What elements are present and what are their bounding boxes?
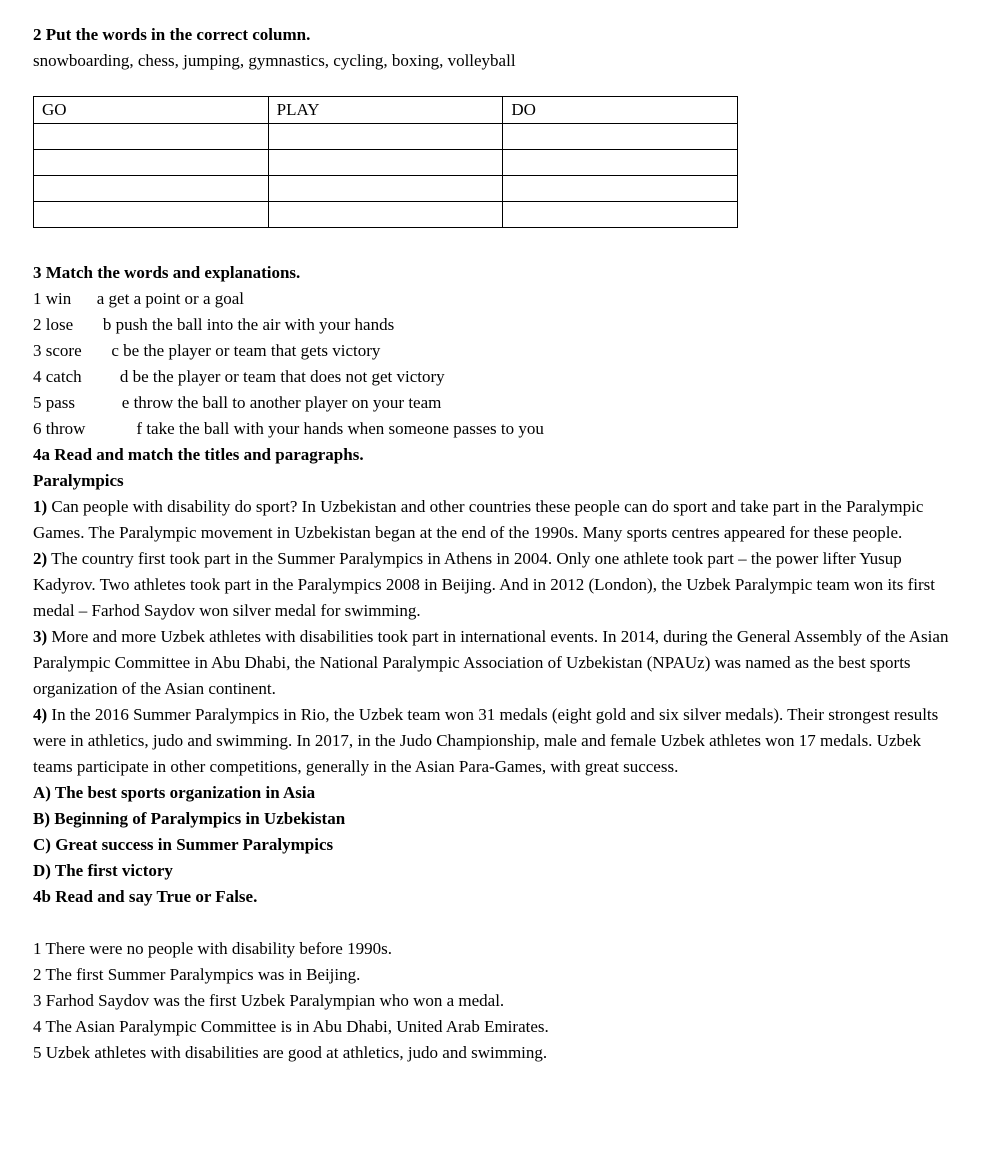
paragraph — [33, 702, 955, 780]
table-cell — [34, 150, 269, 176]
paragraph-number: 3) — [33, 627, 48, 646]
reading-title: Paralympics — [33, 471, 124, 490]
table-row — [34, 202, 738, 228]
exercise4b-heading: 4b Read and say True or False. — [33, 887, 258, 906]
table-cell — [503, 124, 738, 150]
paragraph-text: In the 2016 Summer Paralympics in Rio, the Uzbek team won 31 medals (eight gold and six silver medals). Their strongest results were in athletics, judo and swimming. In 2017, in the Judo Championship, male and female Uzbek athletes won 17 medals. Uzbek teams participate in other competitions, generally in the Asian Para-Games, with great success. — [33, 705, 939, 776]
match-pair: 6 throw f take the ball with your hands when someone passes to you — [33, 419, 544, 438]
table-header-do: DO — [503, 97, 738, 124]
table-cell — [34, 176, 269, 202]
exercise4a-heading: 4a Read and match the titles and paragraphs. — [33, 445, 364, 464]
paragraph-text: Can people with disability do sport? In Uzbekistan and other countries these people can do sport and take part in the Paralympic Games. The Paralympic movement in Uzbekistan began at the end of the 1990s. Many sports centres appeared for these people. — [33, 497, 924, 542]
statement: 1 There were no people with disability before 1990s. — [33, 939, 392, 958]
table-cell — [268, 124, 503, 150]
title-option: D) The first victory — [33, 861, 173, 880]
table-cell — [268, 176, 503, 202]
title-option: C) Great success in Summer Paralympics — [33, 835, 334, 854]
table-cell — [268, 202, 503, 228]
table-cell — [503, 150, 738, 176]
paragraph-text: More and more Uzbek athletes with disabilities took part in international events. In 2014, during the General Assembly of the Asian Paralympic Committee in Abu Dhabi, the National Paralympic Association of Uzbekistan (NPAUz) was named as the best sports organization of the Asian continent. — [33, 627, 949, 698]
match-pair: 3 score c be the player or team that gets victory — [33, 341, 381, 360]
paragraph-number: 4) — [33, 705, 48, 724]
paragraph — [33, 546, 955, 624]
statement: 5 Uzbek athletes with disabilities are good at athletics, judo and swimming. — [33, 1043, 548, 1062]
paragraph — [33, 494, 955, 546]
match-pair: 2 lose b push the ball into the air with your hands — [33, 315, 395, 334]
table-header-row — [34, 97, 738, 124]
table-row — [34, 150, 738, 176]
table-header-play: PLAY — [268, 97, 503, 124]
match-pair: 1 win a get a point or a goal — [33, 289, 245, 308]
table-row — [34, 176, 738, 202]
exercise2-heading: 2 Put the words in the correct column. — [33, 25, 311, 44]
statement: 4 The Asian Paralympic Committee is in Abu Dhabi, United Arab Emirates. — [33, 1017, 549, 1036]
paragraph-text: The country first took part in the Summer Paralympics in Athens in 2004. Only one athlete took part – the power lifter Yusup Kadyrov. Two athletes took part in the Paralympics 2008 in Beijing. And in 2012 (London), the Uzbek Paralympic team won its first medal – Farhod Saydov won silver medal for swimming. — [33, 549, 936, 620]
title-option: A) The best sports organization in Asia — [33, 783, 316, 802]
table-cell — [34, 202, 269, 228]
match-pair: 4 catch d be the player or team that does not get victory — [33, 367, 445, 386]
statements-list — [33, 936, 955, 1066]
table-cell — [34, 124, 269, 150]
sorting-table — [33, 96, 738, 228]
table-cell — [503, 176, 738, 202]
statement: 2 The first Summer Paralympics was in Beijing. — [33, 965, 361, 984]
table-cell — [268, 150, 503, 176]
paragraph — [33, 624, 955, 702]
table-header-go: GO — [34, 97, 269, 124]
match-pair: 5 pass e throw the ball to another player on your team — [33, 393, 442, 412]
table-row — [34, 124, 738, 150]
paragraph-number: 1) — [33, 497, 48, 516]
title-option: B) Beginning of Paralympics in Uzbekistan — [33, 809, 346, 828]
table-cell — [503, 202, 738, 228]
statement: 3 Farhod Saydov was the first Uzbek Paralympian who won a medal. — [33, 991, 505, 1010]
exercise2-word-list: snowboarding, chess, jumping, gymnastics, cycling, boxing, volleyball — [33, 51, 516, 70]
exercise3-heading: 3 Match the words and explanations. — [33, 263, 301, 282]
paragraph-number: 2) — [33, 549, 48, 568]
